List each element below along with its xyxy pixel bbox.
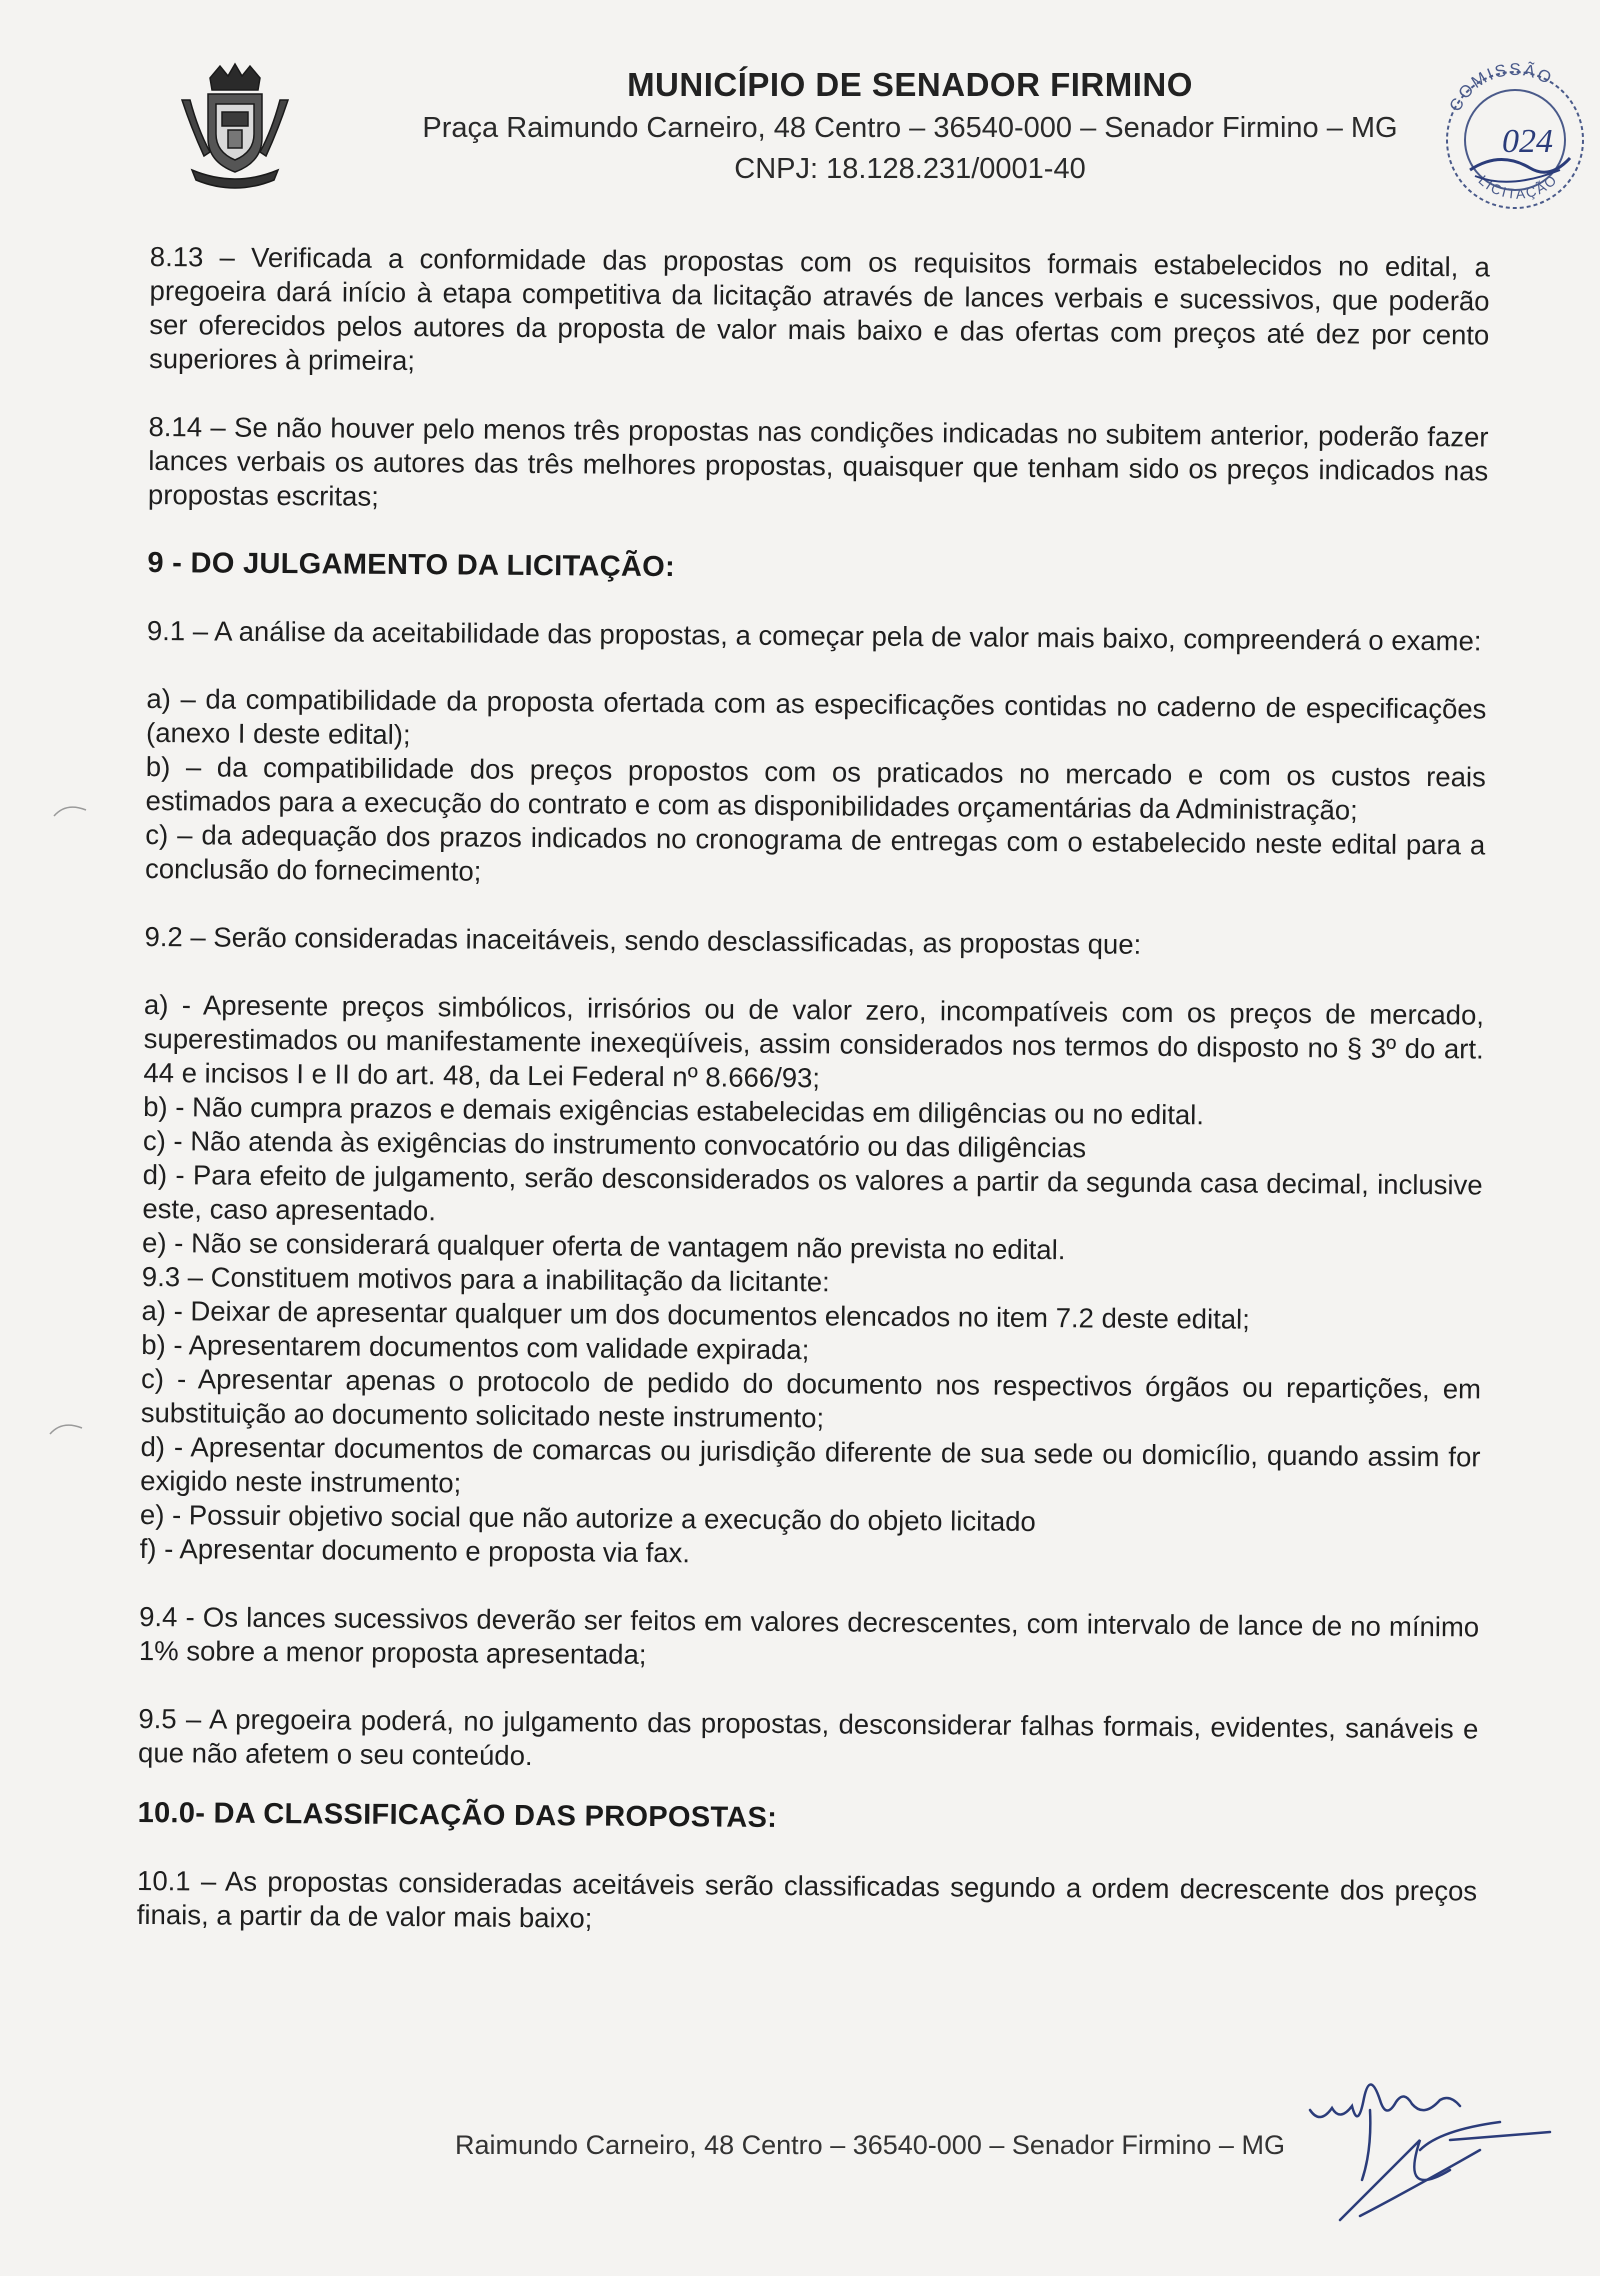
margin-mark-icon <box>52 800 92 820</box>
paragraph-9-1-b: b) – da compatibilidade dos preços propostos com os praticados no mercado e com os custos reais estimados para a execução do contrato e com as disponibilidades orçamentárias da Administração; <box>145 750 1486 826</box>
paragraph-9-2: 9.2 – Serão consideradas inaceitáveis, sendo desclassificadas, as propostas que: <box>144 920 1142 960</box>
paragraph-9-1-a: a) – da compatibilidade da proposta ofertada com as especificações contidas no caderno de especificações (anexo I deste edital); <box>146 682 1487 751</box>
stamp-bottom-text: LICITAÇÃO <box>1475 170 1561 202</box>
document-body <box>137 240 1490 1942</box>
paragraph-9-3-d: d) - Apresentar documentos de comarcas ou jurisdição diferente de sua sede ou domicílio, quando assim for exigido neste instrumento; <box>140 1430 1481 1499</box>
commission-stamp-icon <box>1430 40 1600 220</box>
handwritten-initials-icon <box>1300 2040 1560 2240</box>
paragraph-9-5: 9.5 – A pregoeira poderá, no julgamento das propostas, desconsiderar falhas formais, evidentes, sanáveis e que não afetem o seu conteúdo. <box>137 1702 1479 1772</box>
svg-text:COMISSÃO <box>1446 60 1557 115</box>
paragraph-9-4: 9.4 - Os lances sucessivos deverão ser feitos em valores decrescentes, com intervalo de lance de no mínimo 1% sobre a menor proposta apresentada; <box>138 1600 1480 1670</box>
paragraph-9-2-a: a) - Apresente preços simbólicos, irrisórios ou de valor zero, incompatíveis com os preços de mercado, superestimados ou manifestamente inexeqüíveis, assim considerados nos termos do disposto no § 3º do art. 44 e incisos I e II do art. 48, da Lei Federal nº 8.666/93; <box>143 988 1485 1094</box>
paragraph-9-3-b: b) - Apresentarem documentos com validade expirada; <box>141 1328 810 1366</box>
paragraph-9-2-e: e) - Não se considerará qualquer oferta de vantagem não prevista no edital. <box>142 1226 1066 1266</box>
paragraph-9-3-e: e) - Possuir objetivo social que não autorize a execução do objeto licitado <box>139 1498 1036 1537</box>
paragraph-9-3-f: f) - Apresentar documento e proposta via fax. <box>139 1532 691 1569</box>
paragraph-8-13: 8.13 – Verificada a conformidade das propostas com os requisitos formais estabelecidos no edital, a pregoeira dará início à etapa competitiva da licitação através de lances verbais e sucessivos, que poderão ser oferecidos pelos autores da proposta de valor mais baixo e das ofertas com preços até dez por cento superiores à primeira; <box>148 240 1490 377</box>
paragraph-8-14: 8.14 – Se não houver pelo menos três propostas nas condições indicadas no subitem anterior, poderão fazer lances verbais os autores das três melhores propostas, quaisquer que tenham sido os preços indicados nas propostas escritas; <box>147 410 1489 512</box>
margin-mark-icon <box>48 1418 88 1438</box>
municipality-name: MUNICÍPIO DE SENADOR FIRMINO <box>627 66 1193 103</box>
paragraph-9-2-b: b) - Não cumpra prazos e demais exigências estabelecidas em diligências ou no edital. <box>143 1090 1205 1131</box>
section-heading-9: 9 - DO JULGAMENTO DA LICITAÇÃO: <box>147 546 676 584</box>
paragraph-10-1: 10.1 – As propostas consideradas aceitáveis serão classificadas segundo a ordem decrescente dos preços finais, a partir da de valor mais baixo; <box>136 1864 1478 1934</box>
paragraph-9-1: 9.1 – A análise da aceitabilidade das propostas, a começar pela de valor mais baixo, compreenderá o exame: <box>146 614 1482 657</box>
footer-address: Raimundo Carneiro, 48 Centro – 36540-000 – Senador Firmino – MG <box>455 2130 1285 2160</box>
municipality-cnpj: CNPJ: 18.128.231/0001-40 <box>734 153 1086 185</box>
stamp-number: 024 <box>1502 123 1553 160</box>
municipality-address: Praça Raimundo Carneiro, 48 Centro – 36540-000 – Senador Firmino – MG <box>422 112 1398 144</box>
letterhead <box>360 66 1460 186</box>
stamp-top-text: COMISSÃO <box>1445 59 1557 115</box>
paragraph-9-2-c: c) - Não atenda às exigências do instrumento convocatório ou das diligências <box>142 1124 1087 1164</box>
paragraph-9-3-a: a) - Deixar de apresentar qualquer um dos documentos elencados no item 7.2 deste edital; <box>141 1294 1250 1335</box>
paragraph-9-3: 9.3 – Constituem motivos para a inabilitação da licitante: <box>141 1260 830 1298</box>
paragraph-9-1-c: c) – da adequação dos prazos indicados no cronograma de entregas com o estabelecido neste edital para a conclusão do fornecimento; <box>144 818 1486 887</box>
municipal-crest-icon <box>170 60 300 200</box>
paragraph-9-2-d: d) - Para efeito de julgamento, serão desconsiderados os valores a partir da segunda casa decimal, inclusive este, caso apresentado. <box>142 1158 1483 1227</box>
paragraph-9-3-c: c) - Apresentar apenas o protocolo de pedido do documento nos respectivos órgãos ou repartições, em substituição ao documento solicitado neste instrumento; <box>140 1362 1482 1434</box>
section-heading-10: 10.0- DA CLASSIFICAÇÃO DAS PROPOSTAS: <box>137 1796 778 1834</box>
